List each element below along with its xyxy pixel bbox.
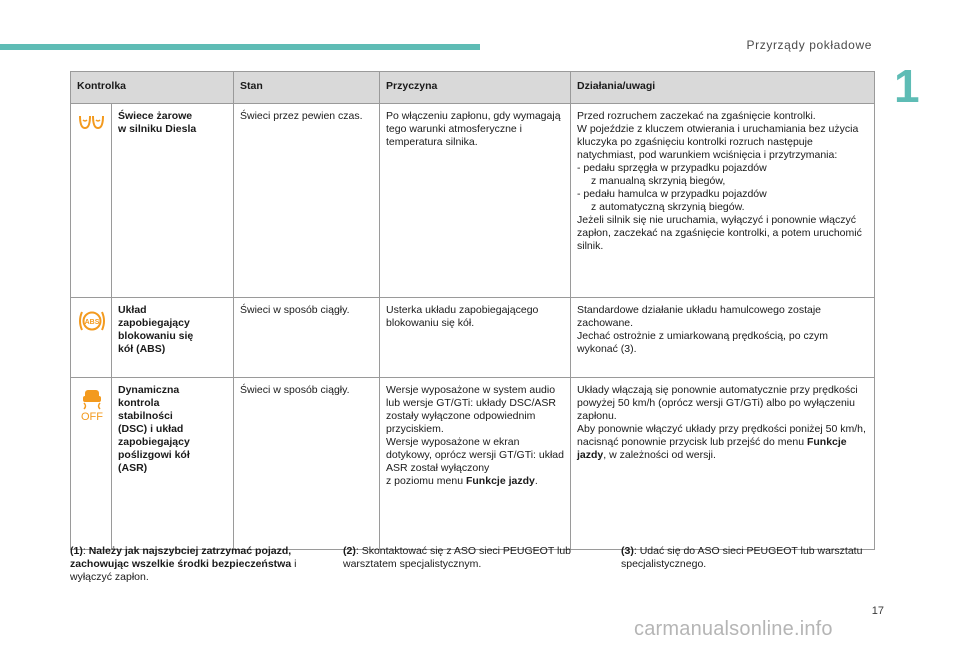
section-title: Przyrządy pokładowe: [746, 38, 872, 52]
table-row: [71, 298, 875, 378]
table-row: [71, 104, 875, 298]
lamp-name: Układ zapobiegający blokowaniu się kół (ABS): [112, 298, 234, 378]
lamp-name: Świece żarowe w silniku Diesla: [112, 104, 234, 298]
table-row: [71, 378, 875, 550]
section-color-bar: [0, 44, 480, 50]
footnote-1: (1): Należy jak najszybciej zatrzymać pojazd, zachowując wszelkie środki bezpieczeństwa i wyłączyć zapłon.: [70, 545, 297, 583]
table-header-row: [71, 72, 875, 104]
warning-lamps-table: [70, 71, 875, 550]
icon-cell: [71, 104, 112, 298]
svg-text:ABS: ABS: [84, 319, 100, 326]
header-kontrolka: Kontrolka: [71, 72, 234, 104]
page-number: 17: [871, 605, 884, 617]
svg-text:OFF: OFF: [81, 411, 103, 422]
lamp-state: Świeci w sposób ciągły.: [234, 378, 380, 550]
glow-plug-icon: [77, 114, 107, 132]
lamp-cause: Po włączeniu zapłonu, gdy wymagają tego warunki atmosferyczne i temperatura silnika.: [380, 104, 571, 298]
lamp-cause: Usterka układu zapobiegającego blokowaniu się kół.: [380, 298, 571, 378]
lamp-state: Świeci w sposób ciągły.: [234, 298, 380, 378]
lamp-name: Dynamiczna kontrola stabilności (DSC) i układ zapobiegający poślizgowi kół (ASR): [112, 378, 234, 550]
footnote-3: (3): Udać się do ASO sieci PEUGEOT lub warsztatu specjalistycznego.: [621, 545, 863, 570]
lamp-action: Układy włączają się ponownie automatycznie przy prędkości powyżej 50 km/h (oprócz wersji GT/GTi) albo po wyłączeniu zapłonu. Aby ponownie włączyć układy przy prędkości poniżej 50 km/h, nacisnąć ponownie przycisk lub przejść do menu Funkcje jazdy, w zależności od wersji.: [571, 378, 875, 550]
icon-cell: [71, 298, 112, 378]
watermark: carmanualsonline.info: [634, 618, 833, 640]
lamp-action: Standardowe działanie układu hamulcowego zostaje zachowane. Jechać ostrożnie z umiarkowaną prędkością, po czym wykonać (3).: [571, 298, 875, 378]
header-stan: Stan: [234, 72, 380, 104]
footnote-2: (2): Skontaktować się z ASO sieci PEUGEOT lub warsztatem specjalistycznym.: [343, 545, 571, 570]
abs-icon: [77, 308, 107, 334]
lamp-action: Przed rozruchem zaczekać na zgaśnięcie kontrolki. W pojeździe z kluczem otwierania i uruchamiania bez użycia kluczyka po zgaśnięciu kontrolki rozruch następuje natychmiast, pod warunkiem wciśnięcia i przytrzymania: - pedału sprzęgła w przypadku pojazdów z manualną skrzynią biegów, - pedału hamulca w przypadku pojazdów z automatyczną skrzynią biegów. Jeżeli silnik się nie uruchamia, wyłączyć i ponownie włączyć zapłon, zaczekać na zgaśnięcie kontrolki, a potem uruchomić silnik.: [571, 104, 875, 298]
lamp-cause: Wersje wyposażone w system audio lub wersje GT/GTi: układy DSC/ASR zostały wyłączone odpowiednim przyciskiem. Wersje wyposażone w ekran dotykowy, oprócz wersji GT/GTi: układ ASR został wyłączony z poziomu menu Funkcje jazdy.: [380, 378, 571, 550]
lamp-state: Świeci przez pewien czas.: [234, 104, 380, 298]
header-przyczyna: Przyczyna: [380, 72, 571, 104]
header-dzialania: Działania/uwagi: [571, 72, 875, 104]
icon-cell: [71, 378, 112, 550]
dsc-off-icon: [77, 388, 107, 422]
chapter-number: 1: [894, 60, 920, 112]
